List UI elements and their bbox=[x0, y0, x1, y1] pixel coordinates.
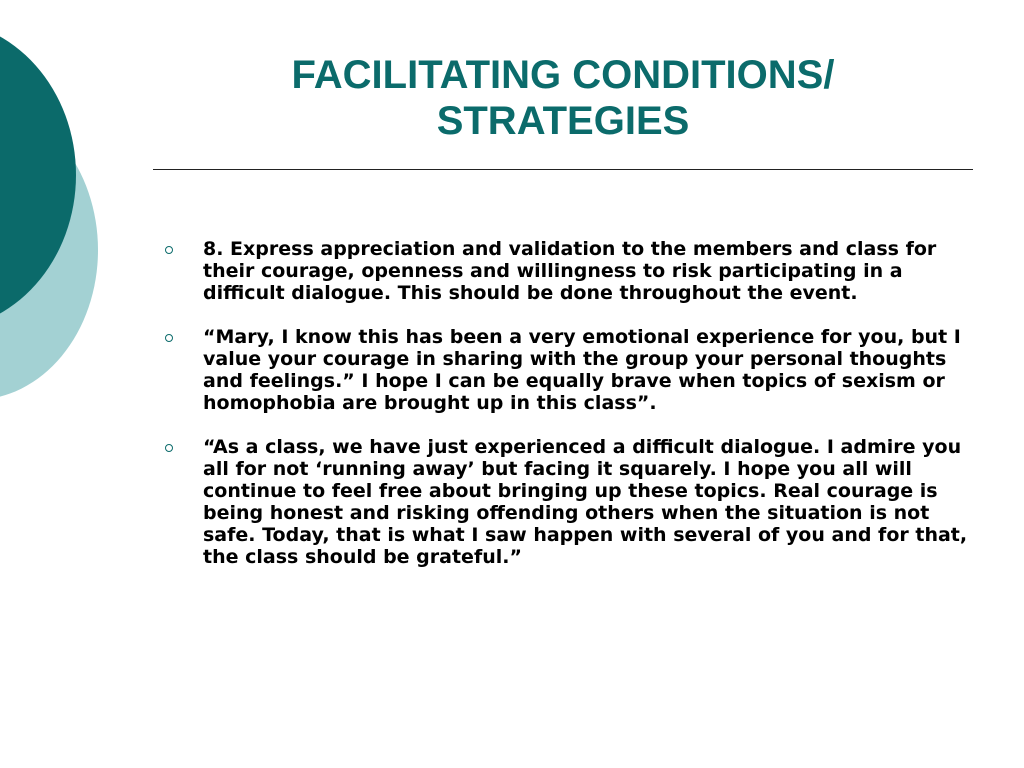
bullet-text-1: 8. Express appreciation and validation to the members and class for their courage, openness and willingness to risk participating in a difficult dialogue. This should be done throughout the event. bbox=[203, 238, 937, 304]
bullet-text-3: “As a class, we have just experienced a difficult dialogue. I admire you all for not ‘running away’ but facing it squarely. I hope you all will continue to feel free about bringing up these topics. Real courage is being honest and risking offending others when the situation is not safe. Today, that is what I saw happen with several of you and for that, the class should be grateful.” bbox=[203, 436, 968, 568]
slide-title-line-2: STRATEGIES bbox=[436, 99, 690, 143]
hollow-circle-icon bbox=[165, 334, 173, 342]
title-divider bbox=[153, 169, 973, 170]
bullet-item-2 bbox=[160, 326, 968, 414]
slide-title bbox=[160, 52, 966, 144]
hollow-circle-icon bbox=[165, 246, 173, 254]
bullet-item-3 bbox=[160, 436, 968, 568]
hollow-circle-icon bbox=[165, 444, 173, 452]
slide-title-line-1: FACILITATING CONDITIONS/ bbox=[291, 53, 835, 97]
bullet-list bbox=[160, 238, 968, 590]
bullet-text-2: “Mary, I know this has been a very emotional experience for you, but I value your courage in sharing with the group your personal thoughts and feelings.” I hope I can be equally brave when topics of sexism or homophobia are brought up in this class”. bbox=[203, 326, 961, 414]
bullet-item-1 bbox=[160, 238, 968, 304]
